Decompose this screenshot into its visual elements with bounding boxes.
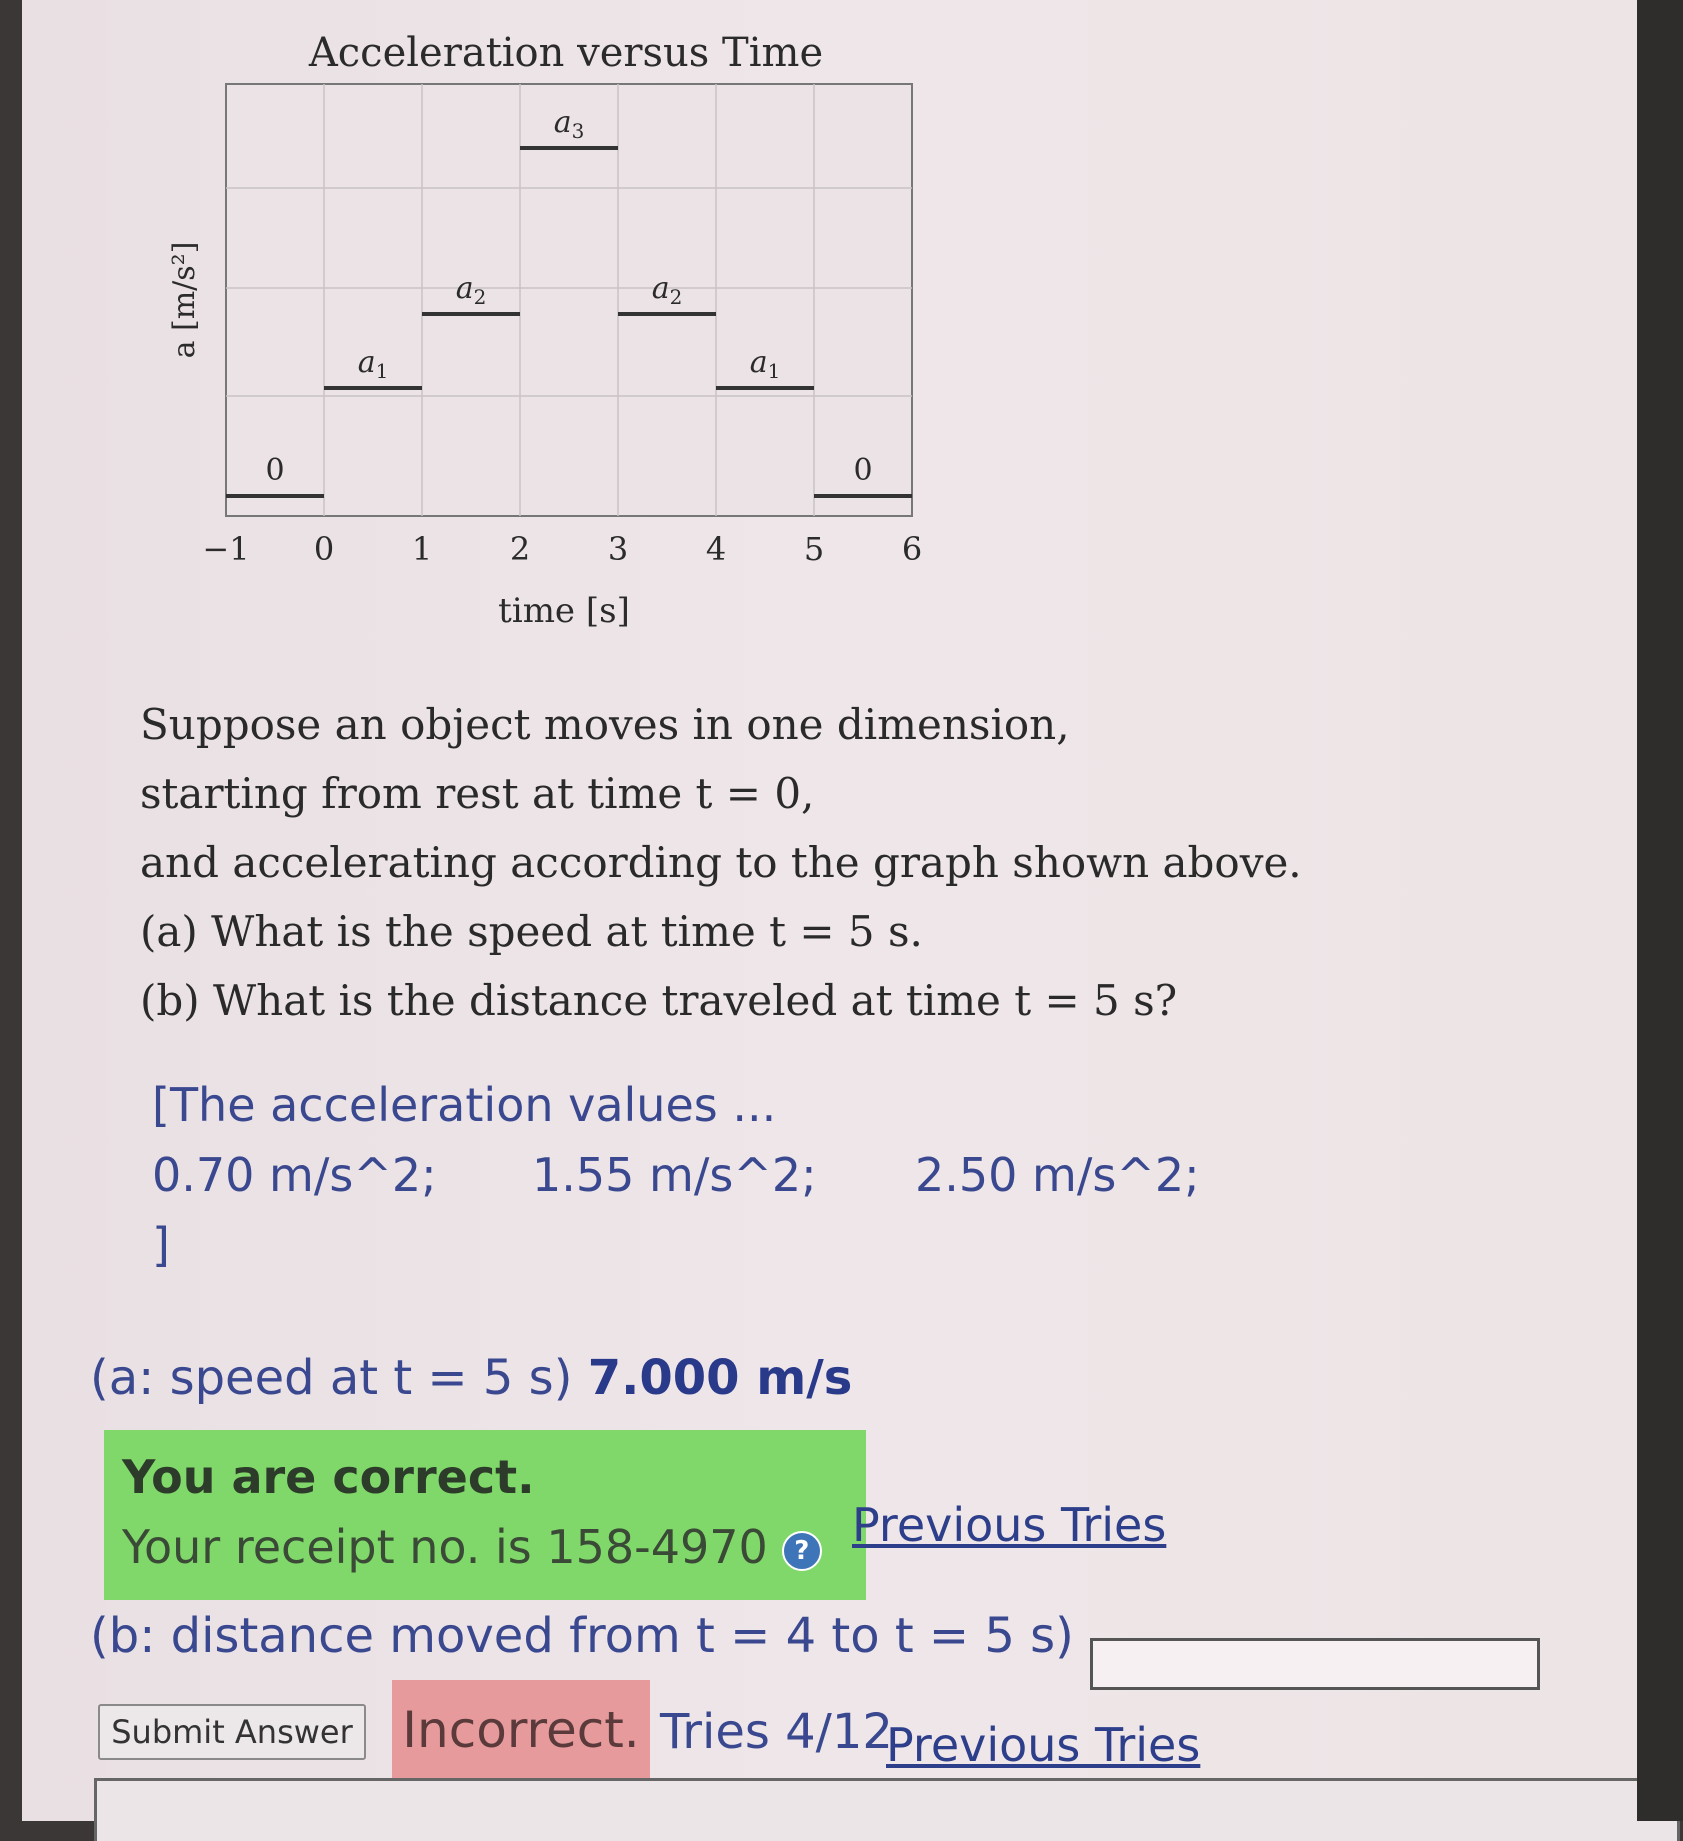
segment-label: $a_2$ xyxy=(455,271,487,309)
x-tick-label: 0 xyxy=(313,530,335,568)
segment-label: $a_1$ xyxy=(749,345,781,383)
x-tick-label: 5 xyxy=(803,530,825,568)
y-axis-label: a [m/s²] xyxy=(167,241,202,359)
segment-label: $a_1$ xyxy=(357,345,389,383)
x-tick-label: 1 xyxy=(411,530,433,568)
x-tick-label: −1 xyxy=(202,530,250,568)
x-tick-label: 4 xyxy=(705,530,727,568)
help-icon[interactable]: ? xyxy=(782,1531,822,1571)
segment-label: $a_2$ xyxy=(651,271,683,309)
part-a-label xyxy=(90,1350,852,1406)
segment-label: $a_3$ xyxy=(553,105,585,143)
segment-label: 0 xyxy=(265,453,285,488)
part-b-answer-input[interactable] xyxy=(1090,1638,1540,1690)
correct-feedback xyxy=(104,1430,866,1600)
chart-title: Acceleration versus Time xyxy=(308,30,824,76)
accel-values-row xyxy=(152,1140,1302,1210)
part-a-answer: 7.000 m/s xyxy=(587,1350,853,1406)
part-b-label: (b: distance moved from t = 4 to t = 5 s) xyxy=(90,1608,1074,1664)
correct-title: You are correct. xyxy=(122,1450,535,1504)
receipt-line xyxy=(122,1520,822,1574)
x-tick-labels xyxy=(202,530,922,568)
x-tick-label: 2 xyxy=(509,530,531,568)
question-line: Suppose an object moves in one dimension, xyxy=(140,700,1070,749)
receipt-text: Your receipt no. is 158-4970 xyxy=(122,1520,768,1574)
part-b-previous-tries-link[interactable]: Previous Tries xyxy=(886,1718,1201,1772)
accel-intro: [The acceleration values ... xyxy=(152,1078,777,1132)
incorrect-badge: Incorrect. xyxy=(392,1680,650,1780)
question-text xyxy=(140,690,1340,1035)
part-a-previous-tries-link[interactable]: Previous Tries xyxy=(852,1498,1167,1552)
question-line: and accelerating according to the graph shown above. xyxy=(140,838,1302,887)
question-line: (b) What is the distance traveled at time t = 5 s? xyxy=(140,976,1178,1025)
acceleration-values xyxy=(152,1070,1302,1280)
question-line: starting from rest at time t = 0, xyxy=(140,769,815,818)
accel-value-a1: 0.70 m/s^2; xyxy=(152,1148,437,1202)
x-tick-label: 3 xyxy=(607,530,629,568)
accel-close: ] xyxy=(152,1218,170,1272)
submit-answer-button[interactable]: Submit Answer xyxy=(98,1704,366,1760)
x-tick-label: 6 xyxy=(901,530,923,568)
acceleration-chart xyxy=(22,0,1022,660)
segment-label: 0 xyxy=(853,453,873,488)
page xyxy=(22,0,1637,1821)
screen-edge xyxy=(1637,0,1683,1821)
accel-value-a2: 1.55 m/s^2; xyxy=(532,1148,817,1202)
accel-value-a3: 2.50 m/s^2; xyxy=(915,1148,1200,1202)
next-section-box xyxy=(94,1778,1680,1841)
tries-count: Tries 4/12 xyxy=(660,1704,893,1760)
question-line: (a) What is the speed at time t = 5 s. xyxy=(140,907,923,956)
x-axis-label: time [s] xyxy=(498,591,630,631)
part-a-question: (a: speed at t = 5 s) xyxy=(90,1350,573,1406)
